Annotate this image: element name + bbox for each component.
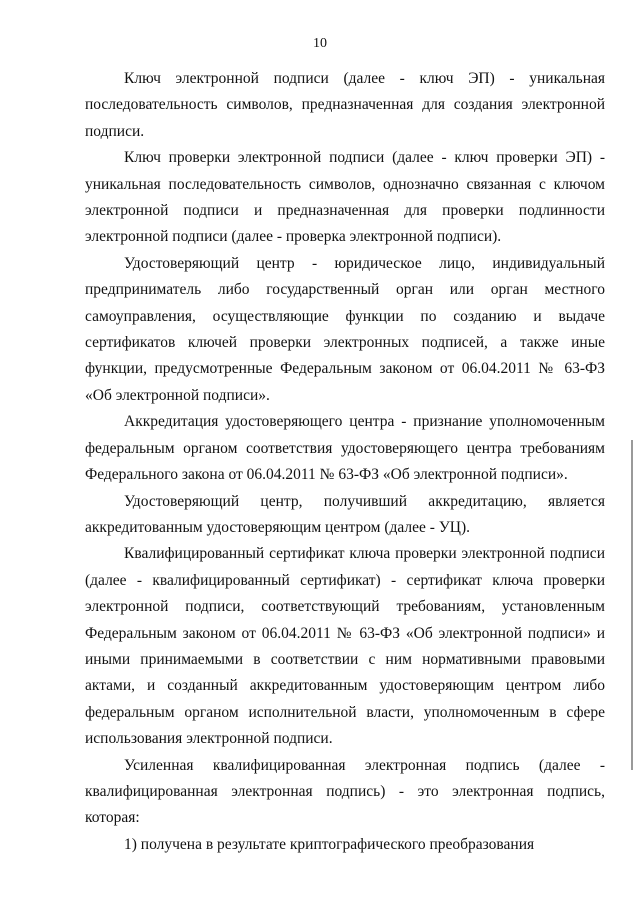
list-item-1: 1) получена в результате криптографического преобразования — [124, 835, 535, 853]
paragraph-certification-center: Удостоверяющий центр - юридическое лицо, индивидуальный предприниматель либо государственный орган или орган местного самоуправления, осуществляющие функции по созданию и выдаче сертификатов ключей проверки электронных подписей, а также иные функции, предусмотренные Федеральным законом от 06.04.2011 № 63-ФЗ «Об электронной подписи». — [85, 254, 605, 404]
paragraph-qualified-signature: Усиленная квалифицированная электронная подпись (далее - квалифицированная электронная подпись) - это электронная подпись, которая: — [85, 756, 605, 827]
scan-edge-line — [631, 440, 633, 770]
paragraph-qualified-certificate: Квалифицированный сертификат ключа проверки электронной подписи (далее - квалифицированный сертификат) - сертификат ключа проверки электронной подписи, соответствующий требованиям, установленным Федеральным законом от 06.04.2011 № 63-ФЗ «Об электронной подписи» и иными принимаемыми в соответствии с ним нормативными правовыми актами, и созданный аккредитованным удостоверяющим центром либо федеральным органом исполнительной власти, уполномоченным в сфере использования электронной подписи. — [85, 545, 605, 748]
page-number: 10 — [313, 36, 327, 51]
paragraph-ep-key: Ключ электронной подписи (далее - ключ ЭП) - уникальная последовательность символов, предназначенная для создания электронной подписи. — [85, 70, 605, 140]
paragraph-accredited-center: Удостоверяющий центр, получивший аккредитацию, является аккредитованным удостоверяющим центром (далее - УЦ). — [85, 492, 605, 536]
document-body — [85, 66, 605, 858]
paragraph-accreditation: Аккредитация удостоверяющего центра - признание уполномоченным федеральным органом соответствия удостоверяющего центра требованиям Федерального закона от 06.04.2011 № 63-ФЗ «Об электронной подписи». — [85, 413, 605, 484]
paragraph-ep-verification-key: Ключ проверки электронной подписи (далее - ключ проверки ЭП) - уникальная последовательность символов, однозначно связанная с ключом электронной подписи и предназначенная для проверки подлинности электронной подписи (далее - проверка электронной подписи). — [85, 149, 605, 246]
